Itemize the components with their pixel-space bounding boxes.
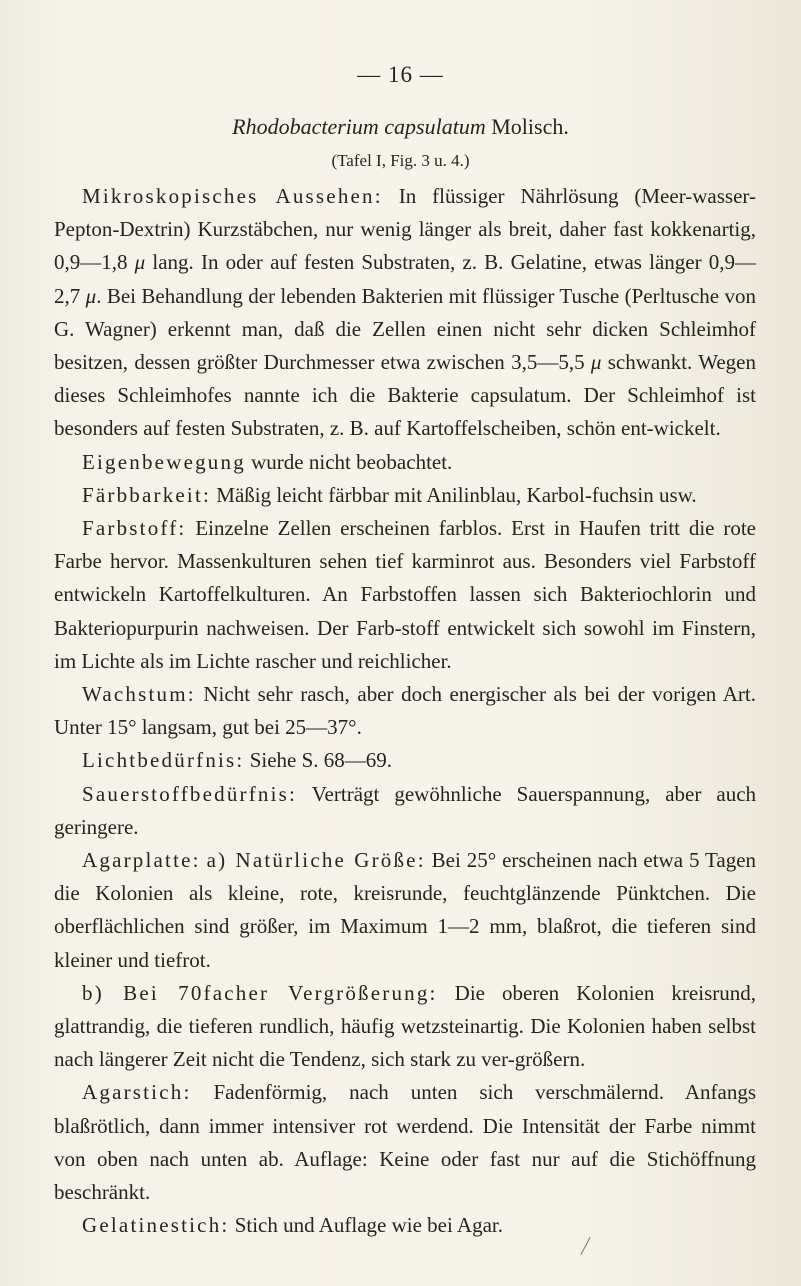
section-label: Lichtbedürfnis: xyxy=(82,748,245,773)
species-author: Molisch. xyxy=(491,114,569,139)
paragraph-pigment xyxy=(54,512,756,678)
paragraph-text: In flüssiger Nährlösung (Meer-wasser-Pepton-Dextrin) Kurzstäbchen, nur wenig länger als breit, daher fast kokkenartig, 0,9—1,8 xyxy=(54,184,756,275)
paragraph-stainability xyxy=(54,479,756,512)
section-label: Eigenbewegung xyxy=(82,449,246,474)
paragraph-text: Mäßig leicht färbbar mit Anilinblau, Karbol-fuchsin usw. xyxy=(216,482,697,507)
section-label: Agarplatte: xyxy=(82,848,201,873)
section-sublabel: a) Natürliche Größe: xyxy=(206,848,426,873)
paragraph-text: schwankt. Wegen dieses Schleimhofes nannte ich die Bakterie capsulatum. Der Schleimhof ist besonders auf festen Substraten, z. B. auf Kartoffelscheiben, schön ent-wickelt. xyxy=(54,350,756,441)
paragraph-motility xyxy=(54,446,756,479)
section-label: Färbbarkeit: xyxy=(82,482,212,507)
paragraph-text: . Bei Behandlung der lebenden Bakterien mit flüssiger Tusche (Perltusche von G. Wagner) erkennt man, daß die Zellen einen nicht sehr dicken Schleimhof besitzen, dessen größter Durchmesser etwa zwischen 3,5—5,5 xyxy=(54,283,756,375)
paragraph-text: lang. In oder auf festen Substraten, z. B. Gelatine, etwas länger 0,9—2,7 xyxy=(54,250,756,308)
section-label: Gelatinestich: xyxy=(82,1213,230,1238)
paragraph-text: Siehe S. 68—69. xyxy=(249,748,393,773)
paragraph-text: Verträgt gewöhnliche Sauerspannung, aber auch geringere. xyxy=(54,781,757,839)
section-label: b) Bei 70facher Vergrößerung: xyxy=(82,980,438,1005)
paragraph-agar-plate xyxy=(54,844,756,977)
species-heading xyxy=(0,114,801,140)
unit-micron: μ xyxy=(85,283,97,308)
paragraph-gelatin-stab xyxy=(54,1209,756,1242)
paragraph-text: Einzelne Zellen erscheinen farblos. Erst in Haufen tritt die rote Farbe hervor. Massenkulturen sehen tief karminrot aus. Besonders viel Farbstoff entwickeln Kartoffelkulturen. An Farbstoffen lassen sich Bakteriochlorin und Bakteriopurpurin nachweisen. Der Farb-stoff entwickelt sich sowohl im Finstern, im Lichte als im Lichte rascher und reichlicher. xyxy=(54,516,757,673)
section-label: Agarstich: xyxy=(82,1080,192,1105)
section-label: Sauerstoffbedürfnis: xyxy=(82,781,298,806)
paragraph-text: Stich und Auflage wie bei Agar. xyxy=(234,1213,503,1238)
paragraph-text: Bei 25° erscheinen nach etwa 5 Tagen die Kolonien als kleine, rote, kreisrunde, feuchtglänzende Pünktchen. Die oberflächlichen sind größer, im Maximum 1—2 mm, blaßrot, die tieferen sind kleiner und tiefrot. xyxy=(54,848,757,972)
body-text xyxy=(54,180,756,1243)
paragraph-text: Fadenförmig, nach unten sich verschmälernd. Anfangs blaßrötlich, dann immer intensiver rot werdend. Die Intensität der Farbe nimmt von oben nach unten ab. Auflage: Keine oder fast nur auf die Stichöffnung beschränkt. xyxy=(54,1080,756,1205)
paragraph-agar-stab xyxy=(54,1076,756,1209)
species-name: Rhodobacterium capsulatum xyxy=(232,114,486,139)
plate-reference: (Tafel I, Fig. 3 u. 4.) xyxy=(331,151,470,170)
section-label: Mikroskopisches Aussehen: xyxy=(82,184,383,208)
paragraph-microscopic-appearance xyxy=(54,180,756,446)
unit-micron: μ xyxy=(134,250,146,275)
paragraph-growth xyxy=(54,678,756,744)
paragraph-text: Nicht sehr rasch, aber doch energischer als bei der vorigen Art. Unter 15° langsam, gut bei 25—37°. xyxy=(54,682,756,740)
section-label: Wachstum: xyxy=(82,682,196,707)
paragraph-text: wurde nicht beobachtet. xyxy=(251,449,453,474)
paragraph-oxygen-requirement xyxy=(54,778,756,844)
section-label: Farbstoff: xyxy=(82,516,187,541)
page-number: — 16 — xyxy=(357,62,444,87)
unit-micron: μ xyxy=(590,350,602,375)
paragraph-magnification xyxy=(54,977,756,1077)
paragraph-light-requirement xyxy=(54,744,756,777)
paragraph-text: Die oberen Kolonien kreisrund, glattrandig, die tieferen rundlich, häufig wetzsteinartig. Die Kolonien haben selbst nach längerer Zeit nicht die Tendenz, sich stark zu ver-größern. xyxy=(54,980,756,1072)
